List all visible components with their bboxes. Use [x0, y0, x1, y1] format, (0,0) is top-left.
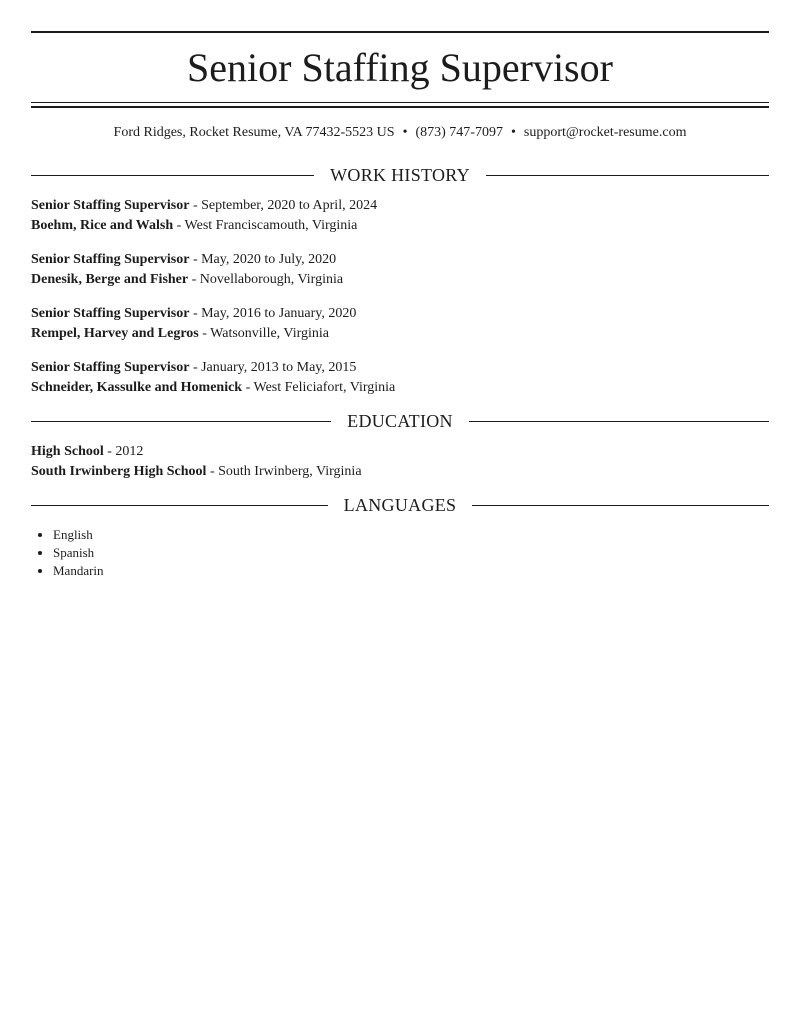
header-rule-right — [472, 505, 769, 506]
header-rule-right — [469, 421, 769, 422]
company-name: Rempel, Harvey and Legros — [31, 325, 199, 341]
work-history-header — [31, 163, 769, 187]
language-item: • Mandarin — [53, 562, 104, 580]
graduation-year: - 2012 — [103, 444, 144, 459]
education-header — [31, 409, 769, 433]
company-location: - Watsonville, Virginia — [198, 325, 329, 341]
work-entry-company-line — [31, 378, 769, 398]
language-item: • Spanish — [53, 544, 104, 562]
education-school-line — [31, 462, 769, 482]
school-location: - South Irwinberg, Virginia — [206, 463, 362, 479]
header-rule-left — [31, 505, 328, 506]
languages-list — [31, 526, 104, 579]
work-entry-company-line — [31, 216, 769, 236]
work-history-title: WORK HISTORY — [330, 165, 470, 185]
header-rule-right — [486, 175, 769, 176]
work-entry — [31, 250, 769, 289]
work-entry — [31, 196, 769, 235]
work-entry — [31, 358, 769, 397]
school-name: South Irwinberg High School — [31, 463, 207, 479]
education-entry — [31, 442, 769, 481]
work-entry-role-line — [31, 250, 769, 270]
contact-address: Ford Ridges, Rocket Resume, VA 77432-5523 US — [113, 125, 395, 140]
work-entry-company-line — [31, 270, 769, 290]
language-item: • English — [53, 526, 104, 544]
company-location: - Novellaborough, Virginia — [188, 271, 344, 287]
header-rule-left — [31, 421, 331, 422]
header-rule-left — [31, 175, 314, 176]
bullet-separator: • — [510, 125, 516, 140]
company-name: Denesik, Berge and Fisher — [31, 271, 189, 287]
company-name: Boehm, Rice and Walsh — [31, 217, 174, 233]
work-entry-role-line — [31, 358, 769, 378]
company-location: - West Feliciafort, Virginia — [242, 379, 396, 395]
languages-title: LANGUAGES — [343, 495, 457, 515]
contact-phone: (873) 747-7097 — [415, 125, 503, 140]
contact-line — [31, 124, 769, 142]
job-title: Senior Staffing Supervisor — [31, 252, 190, 267]
job-title: Senior Staffing Supervisor — [31, 306, 190, 321]
bullet-separator: • — [402, 125, 408, 140]
work-entry-role-line — [31, 196, 769, 216]
job-dates: - May, 2020 to July, 2020 — [189, 252, 337, 267]
degree-name: High School — [31, 444, 104, 459]
resume-title: Senior Staffing Supervisor — [187, 45, 613, 90]
job-dates: - January, 2013 to May, 2015 — [189, 360, 357, 375]
languages-header — [31, 493, 769, 517]
company-location: - West Franciscamouth, Virginia — [173, 217, 358, 233]
job-title: Senior Staffing Supervisor — [31, 198, 190, 213]
title-double-divider — [31, 102, 769, 108]
job-dates: - September, 2020 to April, 2024 — [189, 198, 378, 213]
education-degree-line — [31, 442, 769, 462]
job-dates: - May, 2016 to January, 2020 — [189, 306, 357, 321]
contact-email: support@rocket-resume.com — [523, 125, 687, 140]
work-entry-company-line — [31, 324, 769, 344]
work-entry-role-line — [31, 304, 769, 324]
education-title: EDUCATION — [347, 411, 453, 431]
top-divider — [31, 31, 769, 33]
job-title: Senior Staffing Supervisor — [31, 360, 190, 375]
work-entry — [31, 304, 769, 343]
company-name: Schneider, Kassulke and Homenick — [31, 379, 243, 395]
